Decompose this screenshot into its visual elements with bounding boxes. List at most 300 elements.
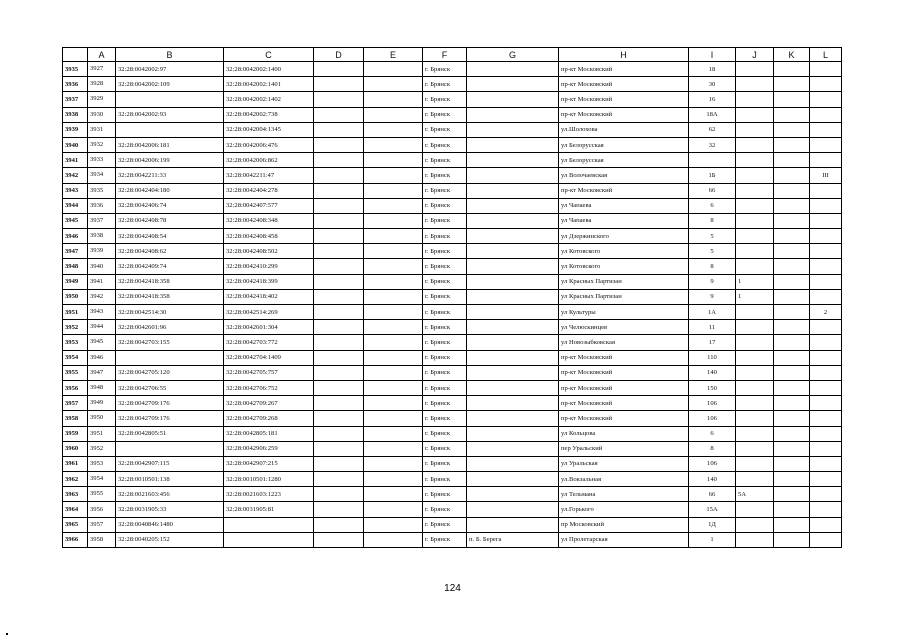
row-number[interactable]: 3961 [63, 456, 88, 471]
cell-col-l[interactable]: III [810, 168, 842, 183]
cell-house-number[interactable]: 1Б [689, 168, 736, 183]
cell-cadastral-number-land[interactable]: 32:28:0042907:115 [116, 456, 224, 471]
cell-city[interactable]: г. Брянск [423, 365, 467, 380]
cell-street[interactable]: ул Пролетарская [559, 532, 689, 547]
cell-city[interactable]: г. Брянск [423, 456, 467, 471]
cell-object-id[interactable]: 3958 [88, 532, 116, 547]
cell-settlement[interactable] [467, 517, 559, 532]
cell-cadastral-number-building[interactable]: 32:28:0010501:1280 [224, 472, 314, 487]
cell-cadastral-number-land[interactable]: 32:28:0042002:109 [116, 77, 224, 92]
cell-col-k[interactable] [774, 168, 810, 183]
cell-house-number[interactable]: 106 [689, 411, 736, 426]
cell-cadastral-number-building[interactable]: 32:28:0042709:268 [224, 411, 314, 426]
cell-settlement[interactable] [467, 305, 559, 320]
cell-object-id[interactable]: 3950 [88, 411, 116, 426]
cell-col-d[interactable] [314, 183, 364, 198]
cell-city[interactable]: г. Брянск [423, 62, 467, 77]
cell-col-d[interactable] [314, 92, 364, 107]
cell-col-d[interactable] [314, 229, 364, 244]
row-number[interactable]: 3935 [63, 62, 88, 77]
cell-house-number[interactable]: 66 [689, 183, 736, 198]
cell-object-id[interactable]: 3936 [88, 198, 116, 213]
cell-col-e[interactable] [364, 305, 423, 320]
cell-city[interactable]: г. Брянск [423, 153, 467, 168]
cell-object-id[interactable]: 3956 [88, 502, 116, 517]
cell-cadastral-number-building[interactable]: 32:28:0042410:299 [224, 259, 314, 274]
cell-street[interactable]: ул Котовского [559, 244, 689, 259]
cell-house-number[interactable]: 6 [689, 198, 736, 213]
cell-building[interactable] [736, 198, 774, 213]
cell-cadastral-number-building[interactable]: 32:28:0042407:577 [224, 198, 314, 213]
cell-col-k[interactable] [774, 77, 810, 92]
cell-col-k[interactable] [774, 426, 810, 441]
cell-col-l[interactable] [810, 153, 842, 168]
cell-building[interactable] [736, 532, 774, 547]
cell-col-d[interactable] [314, 426, 364, 441]
cell-city[interactable]: г. Брянск [423, 532, 467, 547]
cell-settlement[interactable] [467, 380, 559, 395]
cell-city[interactable]: г. Брянск [423, 472, 467, 487]
cell-col-k[interactable] [774, 122, 810, 137]
cell-street[interactable]: ул Белорусская [559, 137, 689, 152]
cell-col-l[interactable] [810, 122, 842, 137]
cell-street[interactable]: ул Чапаева [559, 213, 689, 228]
cell-col-l[interactable] [810, 411, 842, 426]
cell-street[interactable]: пр-кт Московский [559, 365, 689, 380]
cell-building[interactable] [736, 396, 774, 411]
cell-cadastral-number-building[interactable]: 32:28:0042002:1401 [224, 77, 314, 92]
cell-col-d[interactable] [314, 122, 364, 137]
cell-settlement[interactable] [467, 92, 559, 107]
cell-cadastral-number-building[interactable]: 32:28:0042705:757 [224, 365, 314, 380]
cell-col-l[interactable] [810, 350, 842, 365]
cell-object-id[interactable]: 3931 [88, 122, 116, 137]
column-header-g[interactable]: G [467, 48, 559, 62]
cell-object-id[interactable]: 3952 [88, 441, 116, 456]
cell-street[interactable]: пр Московский [559, 517, 689, 532]
cell-city[interactable]: г. Брянск [423, 77, 467, 92]
cell-cadastral-number-building[interactable]: 32:28:0042002:1400 [224, 62, 314, 77]
cell-cadastral-number-building[interactable]: 32:28:0042703:772 [224, 335, 314, 350]
cell-col-d[interactable] [314, 259, 364, 274]
cell-building[interactable] [736, 92, 774, 107]
cell-object-id[interactable]: 3937 [88, 213, 116, 228]
cell-col-d[interactable] [314, 320, 364, 335]
cell-col-k[interactable] [774, 487, 810, 502]
cell-col-e[interactable] [364, 289, 423, 304]
cell-col-d[interactable] [314, 107, 364, 122]
cell-object-id[interactable]: 3951 [88, 426, 116, 441]
cell-city[interactable]: г. Брянск [423, 396, 467, 411]
row-number[interactable]: 3941 [63, 153, 88, 168]
cell-col-k[interactable] [774, 289, 810, 304]
cell-cadastral-number-land[interactable]: 32:28:0042601:96 [116, 320, 224, 335]
cell-cadastral-number-building[interactable]: 32:28:0042408:502 [224, 244, 314, 259]
cell-settlement[interactable] [467, 229, 559, 244]
cell-street[interactable]: пр-кт Московский [559, 380, 689, 395]
cell-house-number[interactable]: 140 [689, 365, 736, 380]
cell-col-d[interactable] [314, 502, 364, 517]
cell-building[interactable] [736, 62, 774, 77]
cell-cadastral-number-land[interactable] [116, 441, 224, 456]
cell-col-e[interactable] [364, 92, 423, 107]
cell-city[interactable]: г. Брянск [423, 183, 467, 198]
cell-col-l[interactable] [810, 502, 842, 517]
cell-col-e[interactable] [364, 411, 423, 426]
cell-object-id[interactable]: 3933 [88, 153, 116, 168]
cell-house-number[interactable]: 110 [689, 350, 736, 365]
row-number[interactable]: 3962 [63, 472, 88, 487]
column-header-f[interactable]: F [423, 48, 467, 62]
cell-city[interactable]: г. Брянск [423, 335, 467, 350]
cell-col-k[interactable] [774, 441, 810, 456]
cell-building[interactable]: 1 [736, 289, 774, 304]
cell-col-l[interactable] [810, 183, 842, 198]
cell-col-l[interactable] [810, 92, 842, 107]
cell-col-d[interactable] [314, 396, 364, 411]
cell-col-l[interactable] [810, 289, 842, 304]
cell-col-d[interactable] [314, 335, 364, 350]
cell-object-id[interactable]: 3943 [88, 305, 116, 320]
cell-street[interactable]: ул.Горького [559, 502, 689, 517]
cell-object-id[interactable]: 3953 [88, 456, 116, 471]
cell-object-id[interactable]: 3957 [88, 517, 116, 532]
cell-city[interactable]: г. Брянск [423, 517, 467, 532]
cell-col-d[interactable] [314, 62, 364, 77]
cell-col-l[interactable] [810, 213, 842, 228]
cell-settlement[interactable] [467, 62, 559, 77]
cell-object-id[interactable]: 3946 [88, 350, 116, 365]
cell-street[interactable]: пр-кт Московский [559, 350, 689, 365]
cell-street[interactable]: ул Дзержинского [559, 229, 689, 244]
cell-col-e[interactable] [364, 456, 423, 471]
cell-building[interactable] [736, 380, 774, 395]
column-header-h[interactable]: H [559, 48, 689, 62]
cell-settlement[interactable] [467, 426, 559, 441]
row-number[interactable]: 3945 [63, 213, 88, 228]
cell-house-number[interactable]: 150 [689, 380, 736, 395]
cell-cadastral-number-land[interactable]: 32:28:0031905:33 [116, 502, 224, 517]
row-number[interactable]: 3944 [63, 198, 88, 213]
cell-cadastral-number-land[interactable]: 32:28:0042418:358 [116, 289, 224, 304]
cell-building[interactable] [736, 502, 774, 517]
cell-building[interactable] [736, 305, 774, 320]
cell-street[interactable]: ул.Вокзальная [559, 472, 689, 487]
cell-col-e[interactable] [364, 380, 423, 395]
cell-object-id[interactable]: 3941 [88, 274, 116, 289]
cell-col-e[interactable] [364, 426, 423, 441]
column-header-c[interactable]: C [224, 48, 314, 62]
cell-house-number[interactable]: 66 [689, 487, 736, 502]
cell-col-d[interactable] [314, 153, 364, 168]
cell-settlement[interactable] [467, 289, 559, 304]
cell-street[interactable]: ул Волочаевская [559, 168, 689, 183]
cell-house-number[interactable]: 106 [689, 456, 736, 471]
cell-settlement[interactable] [467, 502, 559, 517]
cell-col-e[interactable] [364, 320, 423, 335]
cell-house-number[interactable]: 5 [689, 244, 736, 259]
cell-street[interactable]: пр-кт Московский [559, 107, 689, 122]
cell-house-number[interactable]: 106 [689, 396, 736, 411]
cell-col-d[interactable] [314, 532, 364, 547]
cell-settlement[interactable] [467, 335, 559, 350]
cell-building[interactable] [736, 183, 774, 198]
cell-col-l[interactable] [810, 107, 842, 122]
cell-city[interactable]: г. Брянск [423, 259, 467, 274]
cell-settlement[interactable] [467, 472, 559, 487]
row-number[interactable]: 3952 [63, 320, 88, 335]
row-number[interactable]: 3936 [63, 77, 88, 92]
cell-settlement[interactable] [467, 183, 559, 198]
cell-col-k[interactable] [774, 380, 810, 395]
cell-col-l[interactable] [810, 320, 842, 335]
column-header-b[interactable]: B [116, 48, 224, 62]
cell-object-id[interactable]: 3940 [88, 259, 116, 274]
cell-cadastral-number-building[interactable]: 32:28:0042907:215 [224, 456, 314, 471]
column-header-k[interactable]: K [774, 48, 810, 62]
cell-col-l[interactable] [810, 259, 842, 274]
cell-settlement[interactable] [467, 168, 559, 183]
cell-col-e[interactable] [364, 229, 423, 244]
cell-col-k[interactable] [774, 365, 810, 380]
cell-cadastral-number-building[interactable]: 32:28:0031905:81 [224, 502, 314, 517]
cell-settlement[interactable] [467, 213, 559, 228]
cell-house-number[interactable]: 1А [689, 305, 736, 320]
cell-cadastral-number-land[interactable]: 32:28:0040205:152 [116, 532, 224, 547]
cell-object-id[interactable]: 3948 [88, 380, 116, 395]
cell-city[interactable]: г. Брянск [423, 244, 467, 259]
cell-col-k[interactable] [774, 137, 810, 152]
cell-settlement[interactable] [467, 259, 559, 274]
cell-building[interactable] [736, 107, 774, 122]
cell-col-k[interactable] [774, 183, 810, 198]
cell-street[interactable]: ул Чапаева [559, 198, 689, 213]
cell-settlement[interactable] [467, 77, 559, 92]
cell-house-number[interactable]: 18А [689, 107, 736, 122]
cell-col-e[interactable] [364, 472, 423, 487]
cell-col-l[interactable] [810, 441, 842, 456]
cell-cadastral-number-land[interactable]: 32:28:0042418:358 [116, 274, 224, 289]
cell-cadastral-number-land[interactable]: 32:28:0040846:1480 [116, 517, 224, 532]
cell-city[interactable]: г. Брянск [423, 441, 467, 456]
cell-object-id[interactable]: 3945 [88, 335, 116, 350]
cell-house-number[interactable]: 16 [689, 92, 736, 107]
cell-building[interactable] [736, 411, 774, 426]
cell-col-l[interactable] [810, 62, 842, 77]
cell-col-e[interactable] [364, 107, 423, 122]
cell-street[interactable]: ул Тельмана [559, 487, 689, 502]
cell-house-number[interactable]: 140 [689, 472, 736, 487]
cell-cadastral-number-land[interactable]: 32:28:0010501:138 [116, 472, 224, 487]
row-number[interactable]: 3947 [63, 244, 88, 259]
cell-cadastral-number-building[interactable]: 32:28:0042704:1409 [224, 350, 314, 365]
row-number[interactable]: 3960 [63, 441, 88, 456]
cell-street[interactable]: пр-кт Московский [559, 396, 689, 411]
cell-cadastral-number-building[interactable]: 32:28:0042706:752 [224, 380, 314, 395]
cell-cadastral-number-land[interactable]: 32:28:0042703:155 [116, 335, 224, 350]
cell-building[interactable] [736, 335, 774, 350]
cell-col-e[interactable] [364, 502, 423, 517]
cell-col-e[interactable] [364, 396, 423, 411]
cell-col-d[interactable] [314, 365, 364, 380]
cell-object-id[interactable]: 3928 [88, 77, 116, 92]
cell-building[interactable] [736, 517, 774, 532]
cell-col-k[interactable] [774, 517, 810, 532]
cell-building[interactable] [736, 168, 774, 183]
cell-house-number[interactable]: 9 [689, 289, 736, 304]
cell-cadastral-number-building[interactable]: 32:28:0042514:269 [224, 305, 314, 320]
cell-col-k[interactable] [774, 532, 810, 547]
cell-cadastral-number-land[interactable]: 32:28:0042404:180 [116, 183, 224, 198]
cell-cadastral-number-land[interactable]: 32:28:0042709:176 [116, 396, 224, 411]
cell-street[interactable]: ул Уральская [559, 456, 689, 471]
cell-city[interactable]: г. Брянск [423, 320, 467, 335]
cell-settlement[interactable]: п. Б. Берега [467, 532, 559, 547]
cell-cadastral-number-building[interactable]: 32:28:0042404:278 [224, 183, 314, 198]
row-number[interactable]: 3948 [63, 259, 88, 274]
cell-col-d[interactable] [314, 274, 364, 289]
cell-cadastral-number-land[interactable]: 32:28:0042706:55 [116, 380, 224, 395]
cell-col-d[interactable] [314, 487, 364, 502]
row-number[interactable]: 3965 [63, 517, 88, 532]
cell-cadastral-number-building[interactable] [224, 532, 314, 547]
row-number[interactable]: 3939 [63, 122, 88, 137]
cell-cadastral-number-building[interactable]: 32:28:0042709:267 [224, 396, 314, 411]
cell-cadastral-number-land[interactable]: 32:28:0042406:74 [116, 198, 224, 213]
cell-col-e[interactable] [364, 77, 423, 92]
row-number[interactable]: 3938 [63, 107, 88, 122]
cell-cadastral-number-land[interactable]: 32:28:0042709:176 [116, 411, 224, 426]
cell-settlement[interactable] [467, 441, 559, 456]
cell-house-number[interactable]: 1Д [689, 517, 736, 532]
cell-object-id[interactable]: 3947 [88, 365, 116, 380]
cell-street[interactable]: пр-кт Московский [559, 183, 689, 198]
cell-cadastral-number-building[interactable]: 32:28:0021603:1223 [224, 487, 314, 502]
cell-object-id[interactable]: 3935 [88, 183, 116, 198]
cell-object-id[interactable]: 3929 [88, 92, 116, 107]
cell-col-k[interactable] [774, 153, 810, 168]
cell-col-l[interactable] [810, 472, 842, 487]
cell-settlement[interactable] [467, 365, 559, 380]
cell-settlement[interactable] [467, 274, 559, 289]
cell-settlement[interactable] [467, 122, 559, 137]
cell-city[interactable]: г. Брянск [423, 289, 467, 304]
cell-cadastral-number-land[interactable]: 32:28:0042006:199 [116, 153, 224, 168]
cell-house-number[interactable]: 15А [689, 502, 736, 517]
row-number[interactable]: 3951 [63, 305, 88, 320]
cell-cadastral-number-land[interactable] [116, 92, 224, 107]
cell-col-l[interactable] [810, 365, 842, 380]
cell-col-l[interactable] [810, 198, 842, 213]
row-number[interactable]: 3959 [63, 426, 88, 441]
column-header-d[interactable]: D [314, 48, 364, 62]
cell-col-k[interactable] [774, 305, 810, 320]
cell-city[interactable]: г. Брянск [423, 229, 467, 244]
cell-col-e[interactable] [364, 487, 423, 502]
cell-col-k[interactable] [774, 274, 810, 289]
cell-col-e[interactable] [364, 168, 423, 183]
cell-city[interactable]: г. Брянск [423, 305, 467, 320]
cell-settlement[interactable] [467, 153, 559, 168]
cell-settlement[interactable] [467, 456, 559, 471]
cell-city[interactable]: г. Брянск [423, 137, 467, 152]
cell-settlement[interactable] [467, 350, 559, 365]
cell-cadastral-number-land[interactable]: 32:28:0042705:120 [116, 365, 224, 380]
cell-building[interactable] [736, 456, 774, 471]
cell-building[interactable] [736, 365, 774, 380]
cell-street[interactable]: ул Челюскинцев [559, 320, 689, 335]
cell-house-number[interactable]: 8 [689, 213, 736, 228]
row-number[interactable]: 3963 [63, 487, 88, 502]
cell-col-e[interactable] [364, 441, 423, 456]
cell-house-number[interactable]: 17 [689, 335, 736, 350]
cell-object-id[interactable]: 3954 [88, 472, 116, 487]
row-number[interactable]: 3949 [63, 274, 88, 289]
cell-col-e[interactable] [364, 183, 423, 198]
cell-cadastral-number-land[interactable]: 32:28:0042409:74 [116, 259, 224, 274]
cell-cadastral-number-land[interactable]: 32:28:0042408:78 [116, 213, 224, 228]
cell-house-number[interactable]: 30 [689, 77, 736, 92]
cell-col-d[interactable] [314, 441, 364, 456]
cell-building[interactable] [736, 441, 774, 456]
cell-city[interactable]: г. Брянск [423, 411, 467, 426]
row-number[interactable]: 3964 [63, 502, 88, 517]
cell-settlement[interactable] [467, 244, 559, 259]
cell-object-id[interactable]: 3927 [88, 62, 116, 77]
cell-building[interactable] [736, 137, 774, 152]
cell-building[interactable] [736, 229, 774, 244]
cell-city[interactable]: г. Брянск [423, 274, 467, 289]
cell-house-number[interactable]: 32 [689, 137, 736, 152]
cell-cadastral-number-building[interactable]: 32:28:0042906:259 [224, 441, 314, 456]
cell-object-id[interactable]: 3955 [88, 487, 116, 502]
cell-city[interactable]: г. Брянск [423, 107, 467, 122]
cell-col-l[interactable] [810, 229, 842, 244]
cell-building[interactable] [736, 77, 774, 92]
cell-house-number[interactable]: 8 [689, 259, 736, 274]
cell-col-k[interactable] [774, 92, 810, 107]
row-number[interactable]: 3937 [63, 92, 88, 107]
cell-col-k[interactable] [774, 229, 810, 244]
cell-building[interactable] [736, 472, 774, 487]
cell-col-e[interactable] [364, 532, 423, 547]
cell-street[interactable]: пр-кт Московский [559, 92, 689, 107]
cell-col-d[interactable] [314, 350, 364, 365]
cell-col-l[interactable] [810, 487, 842, 502]
cell-col-k[interactable] [774, 335, 810, 350]
cell-city[interactable]: г. Брянск [423, 168, 467, 183]
row-number[interactable]: 3966 [63, 532, 88, 547]
cell-cadastral-number-land[interactable]: 32:28:0042211:33 [116, 168, 224, 183]
cell-building[interactable] [736, 213, 774, 228]
cell-object-id[interactable]: 3949 [88, 396, 116, 411]
cell-street[interactable]: ул Культуры [559, 305, 689, 320]
row-number[interactable]: 3957 [63, 396, 88, 411]
cell-cadastral-number-building[interactable]: 32:28:0042418:402 [224, 289, 314, 304]
cell-street[interactable]: ул Белорусская [559, 153, 689, 168]
cell-object-id[interactable]: 3934 [88, 168, 116, 183]
cell-col-l[interactable] [810, 532, 842, 547]
cell-object-id[interactable]: 3930 [88, 107, 116, 122]
cell-cadastral-number-building[interactable]: 32:28:0042006:476 [224, 137, 314, 152]
column-header-e[interactable]: E [364, 48, 423, 62]
cell-cadastral-number-land[interactable] [116, 350, 224, 365]
cell-col-l[interactable] [810, 426, 842, 441]
cell-cadastral-number-building[interactable]: 32:28:0042002:1402 [224, 92, 314, 107]
row-number[interactable]: 3956 [63, 380, 88, 395]
cell-col-k[interactable] [774, 456, 810, 471]
cell-cadastral-number-building[interactable]: 32:28:0042601:304 [224, 320, 314, 335]
